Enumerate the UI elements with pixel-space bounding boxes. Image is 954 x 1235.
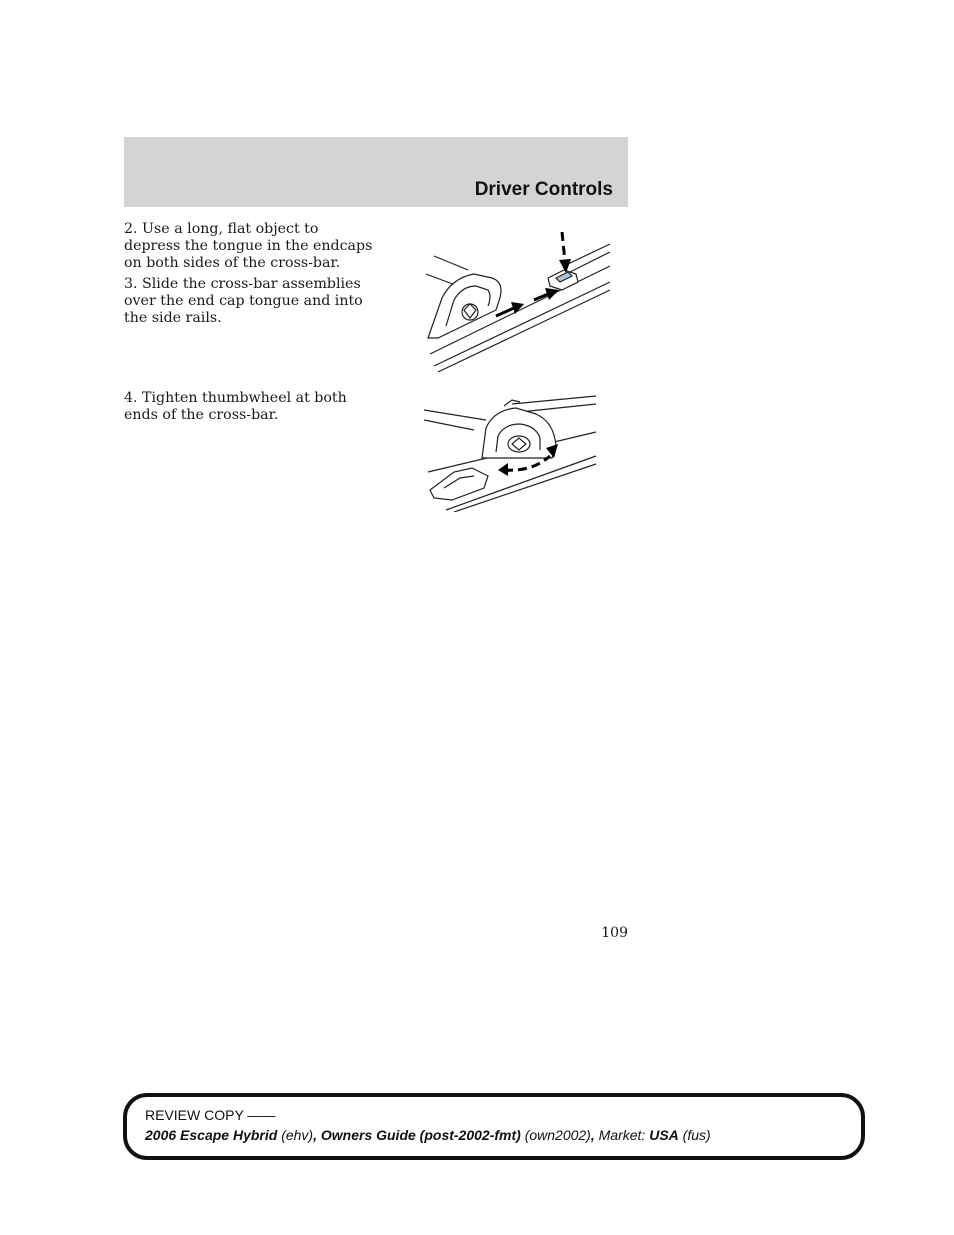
page-number: 109 <box>601 925 628 941</box>
section-title: Driver Controls <box>474 179 613 200</box>
market-code: (fus) <box>682 1127 711 1143</box>
guide-code: (own2002) <box>524 1127 591 1143</box>
market-label: Market: <box>598 1127 646 1143</box>
crossbar-endcap-illustration <box>418 226 614 374</box>
market-value: USA <box>649 1127 679 1143</box>
vehicle-model: 2006 Escape Hybrid <box>145 1127 278 1143</box>
section-header-band <box>124 137 628 207</box>
vehicle-model-code: (ehv) <box>281 1127 314 1143</box>
step-3-text: 3. Slide the cross-bar assemblies over the end cap tongue and into the side rails. <box>124 276 363 326</box>
separator: , <box>590 1127 595 1143</box>
thumbwheel-illustration <box>424 394 600 512</box>
separator: , <box>313 1127 317 1143</box>
guide-title: Owners Guide (post-2002-fmt) <box>320 1127 521 1143</box>
review-copy-text: REVIEW COPY —— <box>145 1107 276 1123</box>
publication-info-line <box>145 1127 711 1143</box>
review-copy-label <box>145 1107 275 1123</box>
step-4-text: 4. Tighten thumbwheel at both ends of the cross-bar. <box>124 390 347 423</box>
review-copy-footer <box>123 1093 865 1160</box>
step-2-text: 2. Use a long, flat object to depress the tongue in the endcaps on both sides of the cross-bar. <box>124 221 373 271</box>
